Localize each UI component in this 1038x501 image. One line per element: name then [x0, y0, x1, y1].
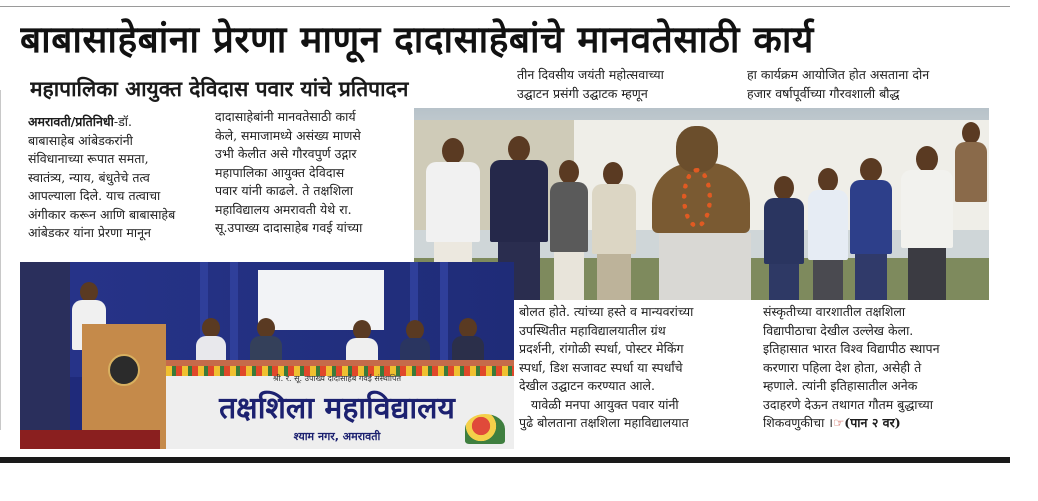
seated-figure	[452, 318, 484, 364]
person-figure	[898, 146, 956, 300]
column-line: उद्घाटन प्रसंगी उद्घाटक म्हणून	[517, 85, 648, 101]
column-line: प्रदर्शनी, रांगोळी स्पर्धा, पोस्टर मेकिंग	[519, 341, 684, 356]
article-column-5	[519, 303, 754, 433]
column-line: हा कार्यक्रम आयोजित होत असताना दोन	[747, 67, 930, 82]
column-line: संविधानाच्या रूपात समता,	[28, 151, 149, 166]
article-column-1	[28, 113, 213, 243]
column-line: स्वातंत्र्य, न्याय, बंधुतेचे तत्व	[28, 169, 150, 185]
banner-title: तक्षशिला महाविद्यालय	[219, 391, 455, 426]
pointing-hand-icon: ☞	[833, 415, 845, 430]
column-line: आपल्याला दिले. याच तत्वाचा	[28, 188, 161, 203]
column-line: म्हणाले. त्यांनी इतिहासातील अनेक	[763, 378, 918, 393]
column-line: आंबेडकर यांना प्रेरणा मानून	[28, 225, 151, 240]
banner-place: श्याम नगर, अमरावती	[293, 430, 381, 443]
column-line: महाविद्यालय अमरावती येथे रा.	[215, 201, 352, 217]
column-line: हजार वर्षापूर्वीच्या गौरवशाली बौद्ध	[747, 85, 900, 101]
continuation-link[interactable]: (पान २ वर)	[844, 415, 901, 430]
person-figure	[548, 160, 590, 300]
bottom-rule	[0, 457, 1010, 463]
column-line: बोलत होते. त्यांच्या हस्ते व मान्यवरांच्या	[519, 304, 694, 319]
person-figure	[806, 168, 850, 300]
column-line	[763, 414, 998, 433]
article-column-3-top	[517, 66, 742, 103]
banner-subtitle: श्री. र. सू. उपाख्य दादासाहेब गवई संस्थापित	[272, 374, 402, 383]
article-column-6	[763, 303, 998, 433]
article-column-4-top	[747, 66, 987, 103]
article-column-2	[215, 108, 415, 238]
subheadline: महापालिका आयुक्त देविदास पवार यांचे प्रतिपादन	[30, 77, 409, 101]
column-line: इतिहासात भारत विश्व विद्यापीठ स्थापन	[763, 341, 940, 356]
side-rule	[0, 90, 1, 430]
column-line: उदाहरणे देऊन तथागत गौतम बुद्धाच्या	[763, 396, 933, 412]
column-line: पुढे बोलताना तक्षशिला महाविद्यालयात	[519, 415, 689, 430]
seated-figure	[400, 320, 430, 364]
seated-figure	[196, 318, 226, 364]
person-figure	[762, 176, 806, 300]
column-line: सू.उपाख्य दादासाहेब गवई यांच्या	[215, 220, 363, 235]
column-line: बाबासाहेब आंबेडकरांनी	[28, 132, 133, 148]
person-figure	[848, 158, 894, 300]
photo-stage-event	[20, 262, 514, 449]
bust-plinth	[659, 233, 751, 300]
flower-garland	[682, 168, 712, 228]
bouquet-icon	[465, 414, 505, 444]
column-line: दादासाहेबांनी मानवतेसाठी कार्य	[215, 109, 356, 124]
column-line: अंगीकार करून आणि बाबासाहेब	[28, 206, 176, 222]
column-line-text: -डॉ.	[113, 114, 132, 129]
column-line: करणारा पहिला देश होता, असेही ते	[763, 359, 922, 375]
stage-floor	[20, 430, 160, 449]
bust-head	[676, 126, 718, 172]
headline: बाबासाहेबांना प्रेरणा माणून दादासाहेबांचे मानवतेसाठी कार्य	[20, 18, 814, 61]
column-line: पवार यांनी काढले. ते तक्षशिला	[215, 183, 353, 198]
column-line: तीन दिवसीय जयंती महोत्सवाच्या	[517, 67, 664, 82]
column-line: देखील उद्घाटन करण्यात आले.	[519, 378, 655, 393]
column-line: यावेळी मनपा आयुक्त पवार यांनी	[519, 396, 679, 412]
column-line-text: शिकवणुकीचा ।	[763, 415, 834, 430]
person-figure	[590, 162, 638, 300]
podium-emblem-icon	[108, 354, 140, 386]
column-line	[28, 113, 213, 132]
stage-side-curtain	[20, 262, 70, 449]
column-line: स्पर्धा, डिश सजावट स्पर्धा या स्पर्धांचे	[519, 359, 683, 375]
column-line: केले, समाजामध्ये असंख्य माणसे	[215, 127, 361, 143]
column-line: उपस्थितीत महाविद्यालयातील ग्रंथ	[519, 322, 666, 338]
person-figure	[954, 122, 988, 242]
seated-figure	[250, 318, 282, 364]
column-line: महापालिका आयुक्त देविदास	[215, 164, 345, 180]
top-rule	[0, 6, 1010, 7]
seated-figure	[346, 320, 378, 364]
column-line: संस्कृतीच्या वारशातील तक्षशिला	[763, 304, 906, 319]
dateline: अमरावती/प्रतिनिधी	[28, 114, 114, 129]
column-line: विद्यापीठाचा देखील उल्लेख केला.	[763, 322, 914, 338]
column-line: उभी केलीत असे गौरवपुर्ण उद्गार	[215, 146, 357, 161]
